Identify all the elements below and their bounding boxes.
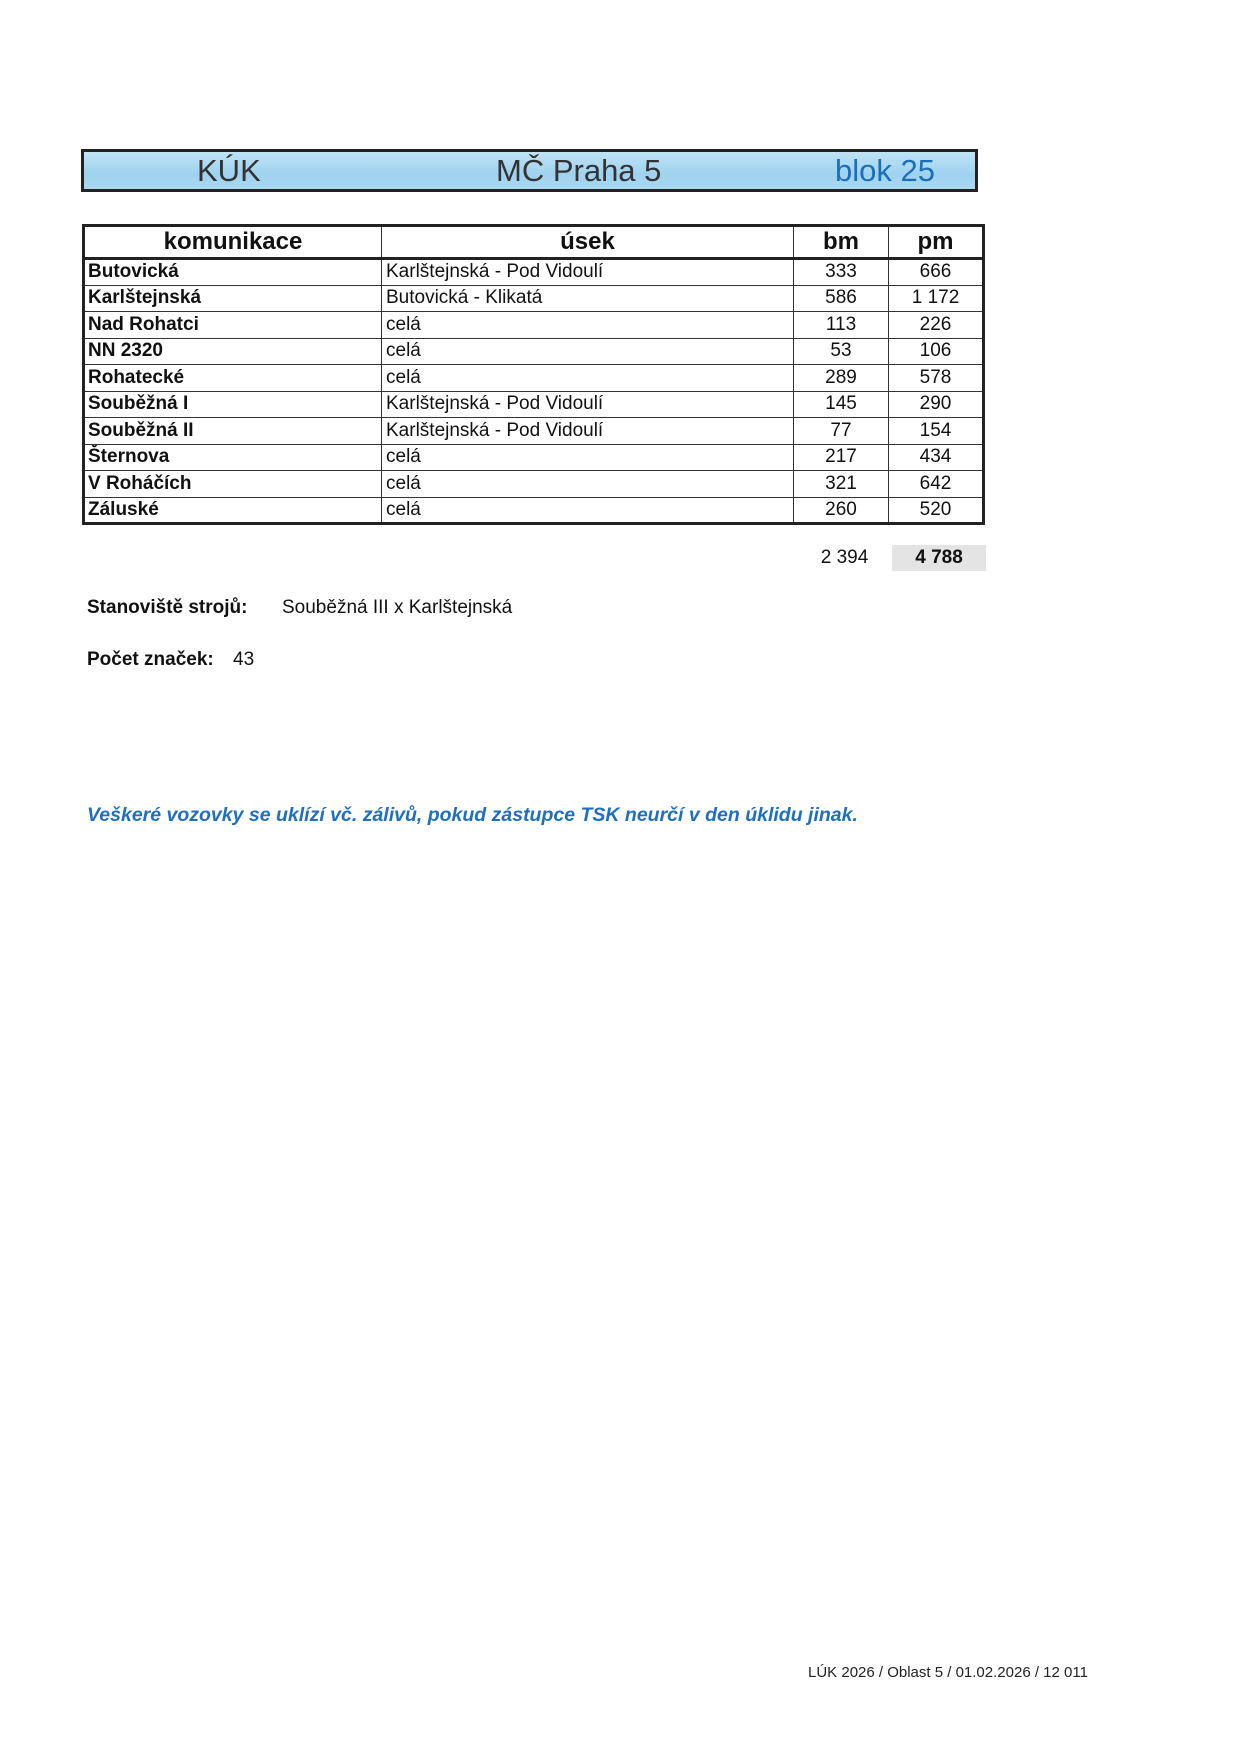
- cell-komunikace: Butovická: [84, 259, 382, 286]
- cell-komunikace: V Roháčích: [84, 471, 382, 498]
- cell-usek: Karlštejnská - Pod Vidoulí: [382, 391, 794, 418]
- cell-komunikace: Souběžná II: [84, 418, 382, 445]
- cell-bm: 260: [794, 497, 889, 524]
- cell-pm: 290: [889, 391, 984, 418]
- table-row: [84, 285, 984, 312]
- cell-bm: 217: [794, 444, 889, 471]
- cleaning-note: Veškeré vozovky se uklízí vč. zálivů, pokud zástupce TSK neurčí v den úklidu jinak.: [87, 804, 858, 826]
- cell-komunikace: Souběžná I: [84, 391, 382, 418]
- cell-pm: 520: [889, 497, 984, 524]
- table-row: [84, 365, 984, 392]
- cell-komunikace: Karlštejnská: [84, 285, 382, 312]
- total-pm: 4 788: [892, 545, 986, 571]
- machine-station-line: [87, 596, 513, 620]
- table-row: [84, 338, 984, 365]
- cell-bm: 113: [794, 312, 889, 339]
- cell-usek: celá: [382, 444, 794, 471]
- cell-usek: celá: [382, 312, 794, 339]
- cell-komunikace: Nad Rohatci: [84, 312, 382, 339]
- table-row: [84, 418, 984, 445]
- cell-usek: celá: [382, 497, 794, 524]
- column-header-usek: úsek: [382, 226, 794, 259]
- table-row: [84, 471, 984, 498]
- streets-table: [82, 224, 985, 525]
- header-banner: [81, 149, 978, 192]
- cell-bm: 53: [794, 338, 889, 365]
- cell-pm: 1 172: [889, 285, 984, 312]
- cell-bm: 145: [794, 391, 889, 418]
- cell-usek: celá: [382, 471, 794, 498]
- cell-usek: Butovická - Klikatá: [382, 285, 794, 312]
- sign-count-label: Počet značek:: [87, 649, 214, 670]
- header-title-right: blok 25: [835, 153, 935, 188]
- cell-pm: 642: [889, 471, 984, 498]
- cell-bm: 77: [794, 418, 889, 445]
- column-header-pm: pm: [889, 226, 984, 259]
- table-header-row: [84, 226, 984, 259]
- column-header-bm: bm: [794, 226, 889, 259]
- cell-usek: celá: [382, 365, 794, 392]
- cell-pm: 666: [889, 259, 984, 286]
- table-row: [84, 259, 984, 286]
- cell-usek: celá: [382, 338, 794, 365]
- cell-bm: 333: [794, 259, 889, 286]
- cell-bm: 289: [794, 365, 889, 392]
- cell-komunikace: Rohatecké: [84, 365, 382, 392]
- cell-komunikace: Šternova: [84, 444, 382, 471]
- cell-pm: 434: [889, 444, 984, 471]
- sign-count-line: [87, 648, 254, 672]
- cell-bm: 586: [794, 285, 889, 312]
- cell-usek: Karlštejnská - Pod Vidoulí: [382, 418, 794, 445]
- cell-komunikace: Záluské: [84, 497, 382, 524]
- cell-pm: 106: [889, 338, 984, 365]
- cell-usek: Karlštejnská - Pod Vidoulí: [382, 259, 794, 286]
- table-row: [84, 497, 984, 524]
- header-title-center: MČ Praha 5: [496, 153, 662, 188]
- cell-pm: 154: [889, 418, 984, 445]
- table-row: [84, 444, 984, 471]
- column-header-komunikace: komunikace: [84, 226, 382, 259]
- header-title-left: KÚK: [197, 153, 261, 188]
- machine-station-value: Souběžná III x Karlštejnská: [282, 597, 513, 618]
- cell-komunikace: NN 2320: [84, 338, 382, 365]
- table-body: [84, 259, 984, 524]
- cell-pm: 226: [889, 312, 984, 339]
- cell-pm: 578: [889, 365, 984, 392]
- sign-count-value: 43: [233, 649, 255, 670]
- cell-bm: 321: [794, 471, 889, 498]
- machine-station-label: Stanoviště strojů:: [87, 597, 248, 618]
- total-bm: 2 394: [820, 547, 869, 568]
- table-row: [84, 312, 984, 339]
- page-footer: LÚK 2026 / Oblast 5 / 01.02.2026 / 12 011: [808, 1664, 1088, 1681]
- table-row: [84, 391, 984, 418]
